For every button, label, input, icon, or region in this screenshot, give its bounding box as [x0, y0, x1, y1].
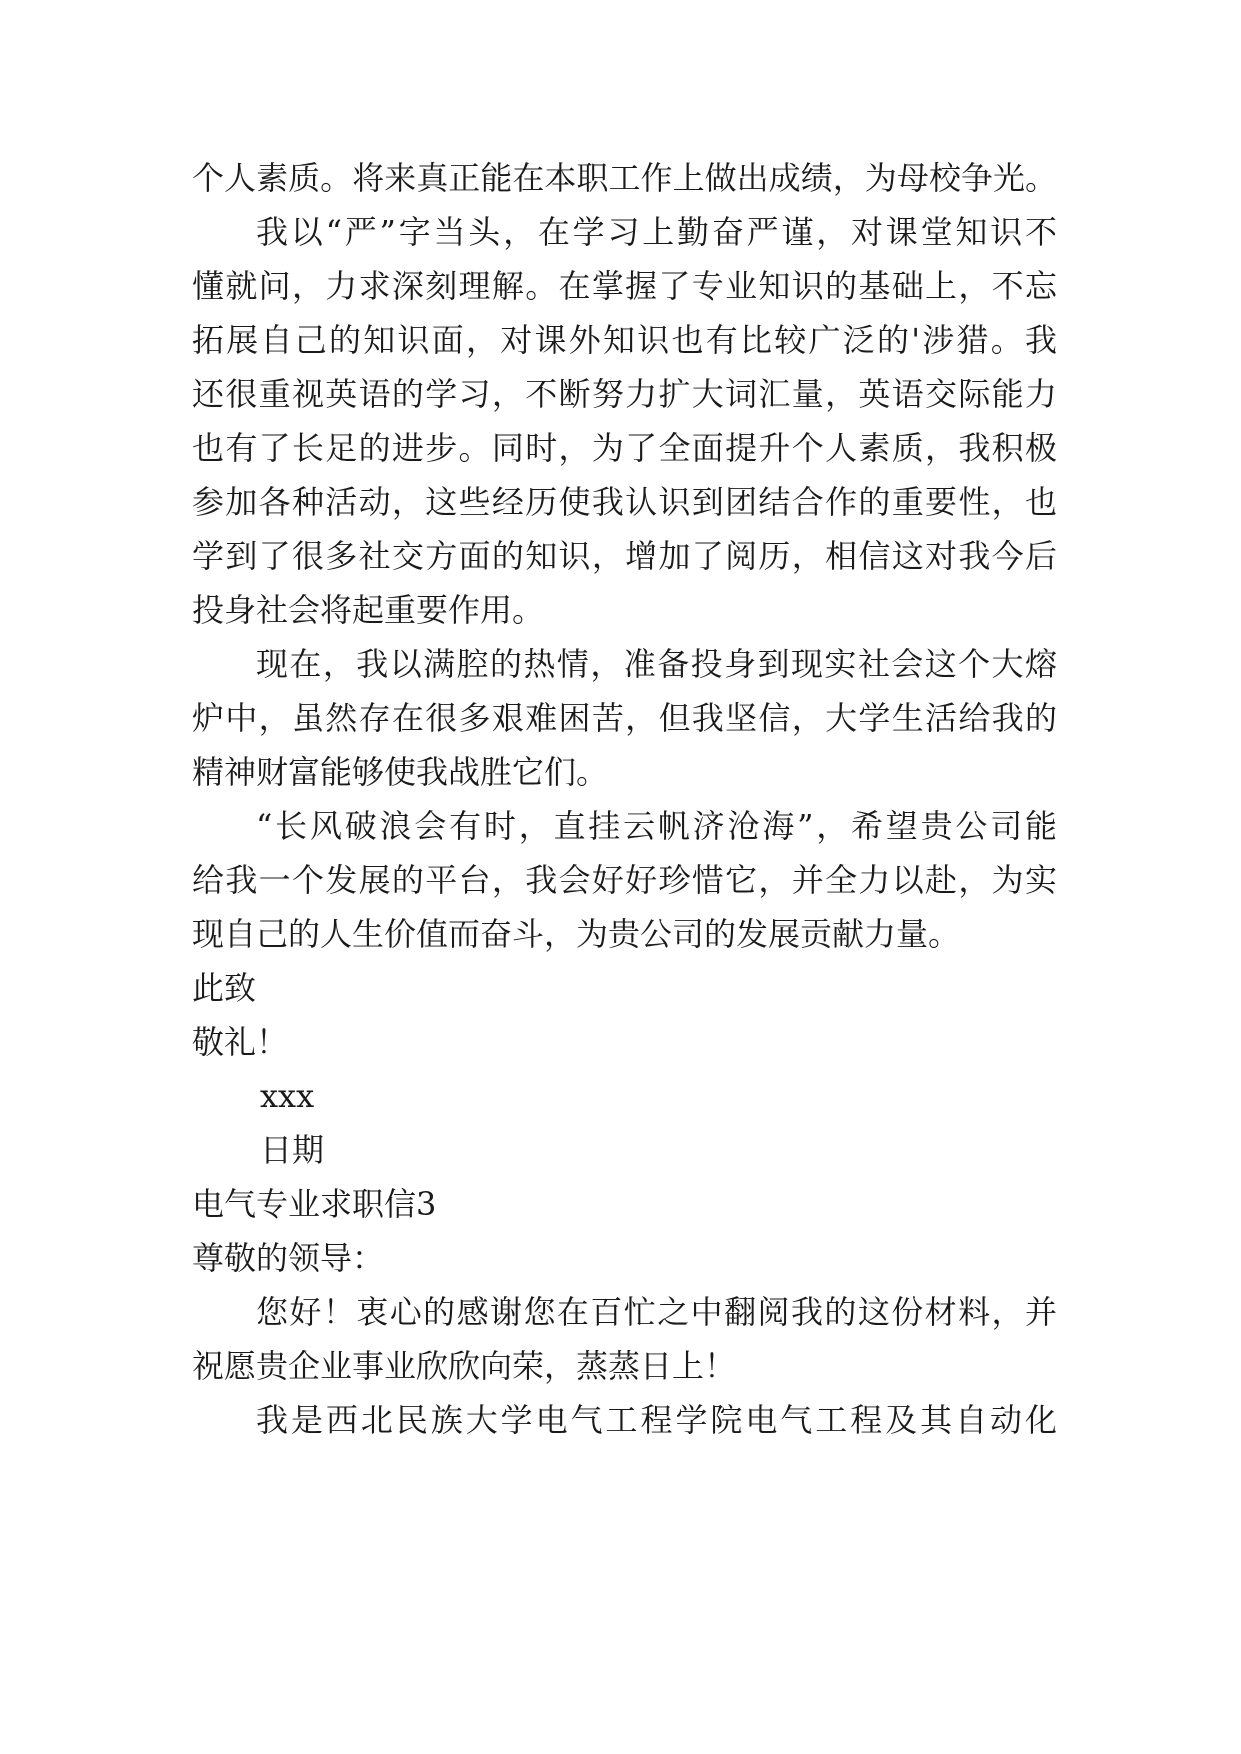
signature-date: 日期	[260, 1131, 325, 1169]
paragraph-line: 现在，我以满腔的热情，准备投身到现实社会这个大熔	[256, 645, 1057, 683]
paragraph-line: 也有了长足的进步。同时，为了全面提升个人素质，我积极	[192, 429, 1057, 467]
paragraph-line: 投身社会将起重要作用。	[192, 591, 545, 629]
closing-regards: 敬礼！	[192, 1023, 289, 1061]
greeting: 尊敬的领导：	[192, 1239, 385, 1277]
paragraph-line: 炉中，虽然存在很多艰难困苦，但我坚信，大学生活给我的	[192, 699, 1057, 737]
paragraph-line: 参加各种活动，这些经历使我认识到团结合作的重要性，也	[192, 483, 1057, 521]
paragraph-line: 懂就问，力求深刻理解。在掌握了专业知识的基础上，不忘	[192, 267, 1057, 305]
paragraph-line: 精神财富能够使我战胜它们。	[192, 753, 609, 791]
section-title: 电气专业求职信3	[192, 1185, 437, 1223]
paragraph-line: 我以“严”字当头，在学习上勤奋严谨，对课堂知识不	[256, 213, 1057, 251]
closing-salutation: 此致	[192, 969, 257, 1007]
paragraph-line: 还很重视英语的学习，不断努力扩大词汇量，英语交际能力	[192, 375, 1057, 413]
paragraph-line: 个人素质。将来真正能在本职工作上做出成绩，为母校争光。	[192, 159, 1057, 197]
paragraph-line: 学到了很多社交方面的知识，增加了阅历，相信这对我今后	[192, 537, 1057, 575]
paragraph-line: “长风破浪会有时，直挂云帆济沧海”，希望贵公司能	[256, 807, 1057, 845]
paragraph-line: 祝愿贵企业事业欣欣向荣，蒸蒸日上！	[192, 1347, 737, 1385]
paragraph-line: 我是西北民族大学电气工程学院电气工程及其自动化	[256, 1401, 1057, 1439]
paragraph-line: 给我一个发展的平台，我会好好珍惜它，并全力以赴，为实	[192, 861, 1057, 899]
paragraph-line: 拓展自己的知识面，对课外知识也有比较广泛的'涉猎。我	[192, 321, 1057, 359]
paragraph-line: 现自己的人生价值而奋斗，为贵公司的发展贡献力量。	[192, 915, 961, 953]
paragraph-line: 您好！衷心的感谢您在百忙之中翻阅我的这份材料，并	[256, 1293, 1057, 1331]
signature-name: xxx	[260, 1077, 315, 1115]
